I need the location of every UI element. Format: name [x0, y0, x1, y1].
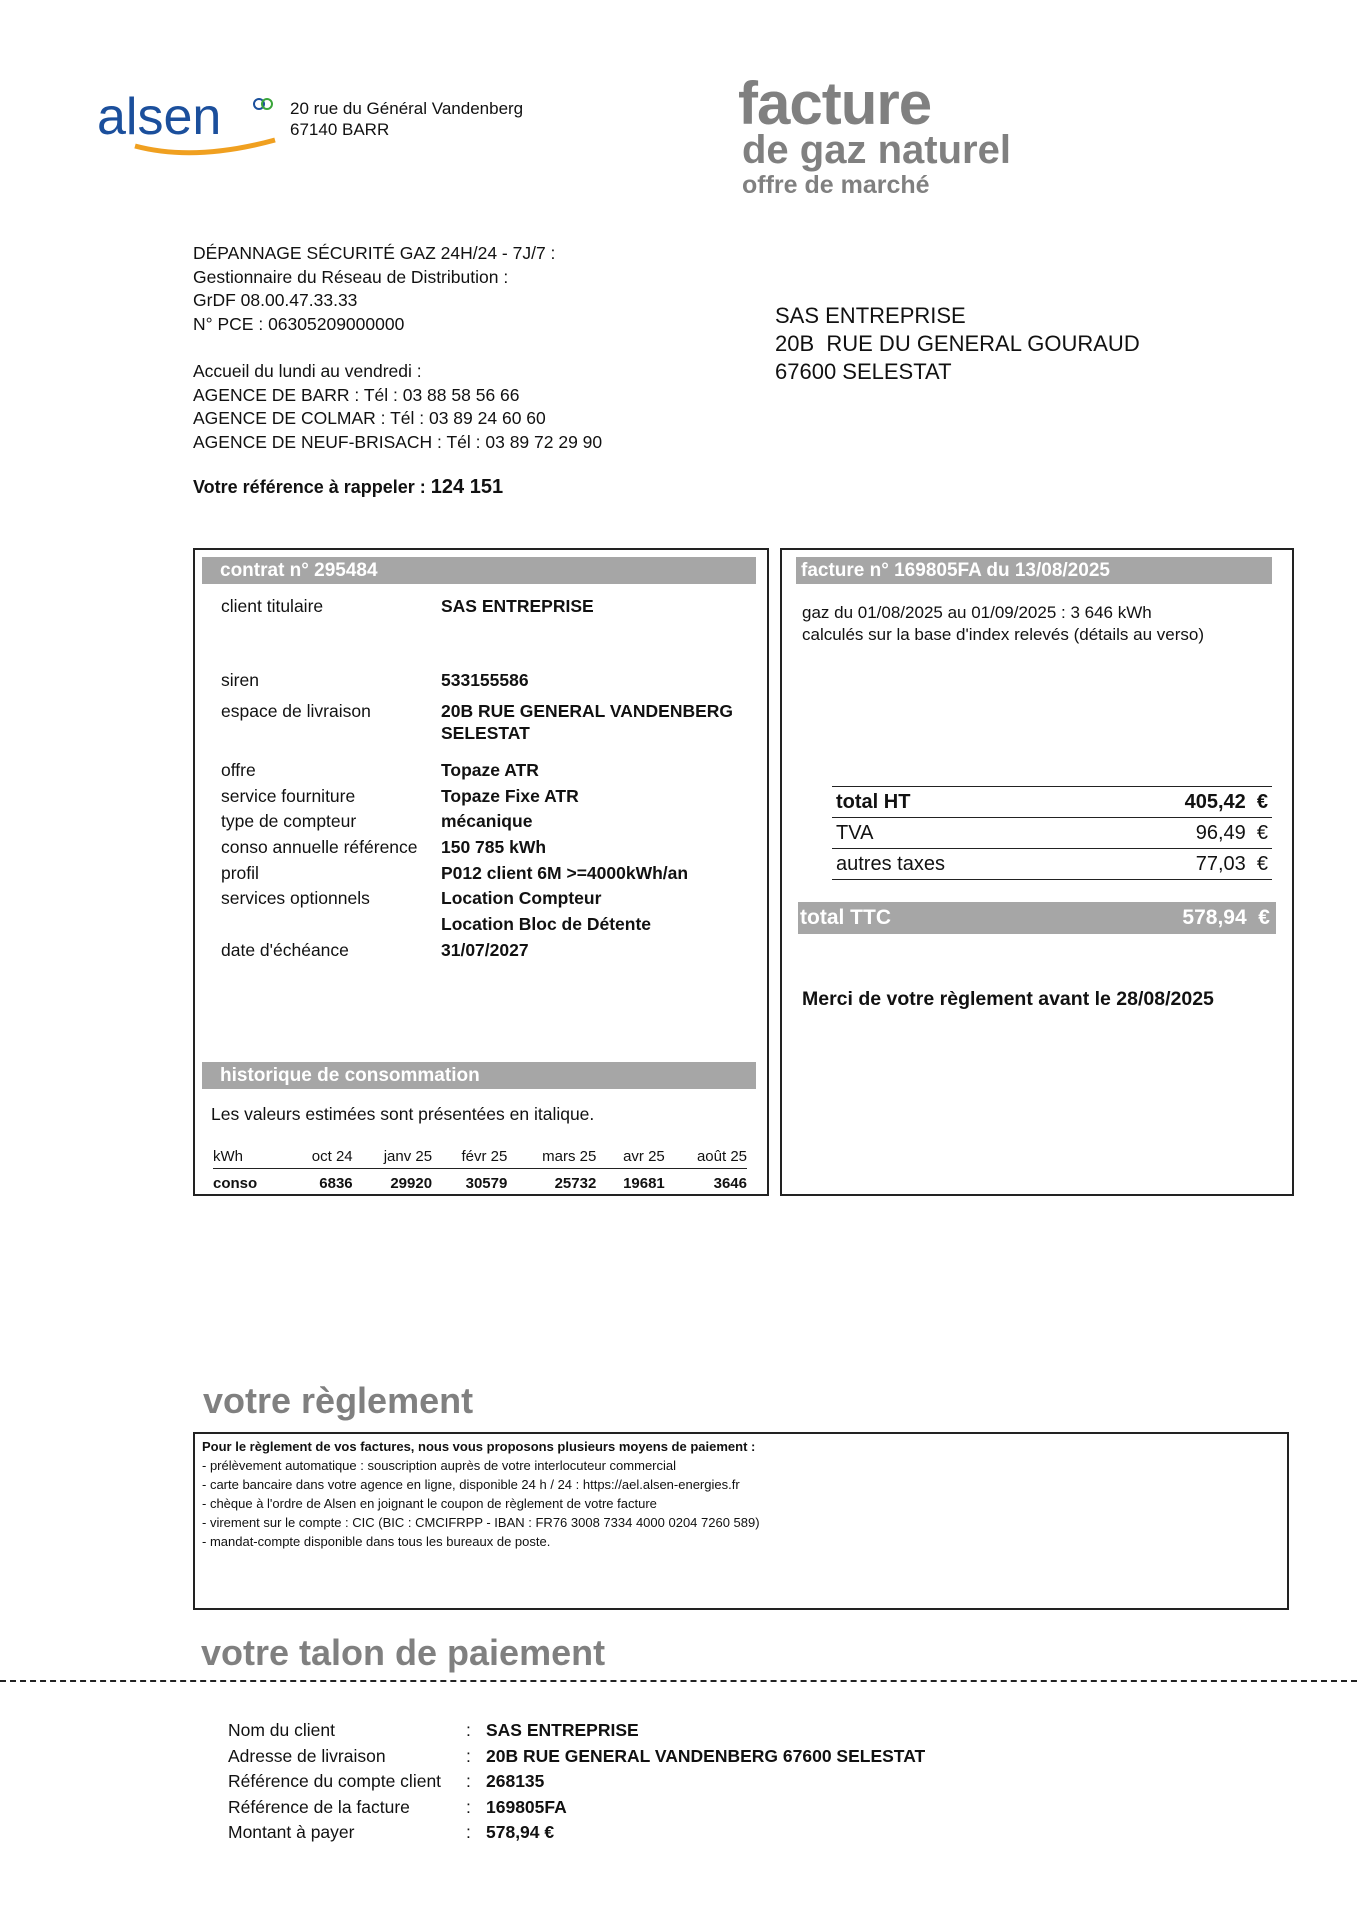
basis-line: calculés sur la base d'index relevés (détails au verso)	[802, 625, 1204, 644]
siren-label: siren	[221, 670, 259, 690]
history-month: mars 25	[507, 1146, 596, 1169]
total-ttc-value: 578,94 €	[1182, 906, 1270, 929]
offer-label: offre	[221, 760, 256, 780]
info-line: N° PCE : 06305209000000	[193, 313, 405, 334]
reference-value: 124 151	[430, 476, 504, 498]
history-value-row	[213, 1169, 747, 1195]
other-taxes-row	[832, 849, 1272, 880]
slip-sep: :	[466, 1822, 471, 1842]
history-month: févr 25	[432, 1146, 507, 1169]
option-2: Location Bloc de Détente	[441, 914, 652, 934]
payment-title: votre règlement	[203, 1380, 474, 1421]
total-ht-label: total HT	[832, 787, 1079, 818]
history-month: août 25	[665, 1146, 747, 1169]
delivery-value-2: SELESTAT	[441, 723, 530, 743]
logo-wordmark: alsen	[97, 88, 222, 146]
contract-title: contrat n° 295484	[202, 557, 756, 584]
history-row-label: conso	[213, 1175, 258, 1192]
contact-info	[193, 242, 602, 454]
tva-label: TVA	[832, 818, 1079, 849]
history-note: Les valeurs estimées sont présentées en italique.	[211, 1104, 595, 1124]
info-line: Accueil du lundi au vendredi :	[193, 361, 422, 381]
slip-account-value: 268135	[486, 1771, 545, 1791]
conso-label: conso annuelle référence	[221, 837, 418, 857]
slip-addr-label: Adresse de livraison	[228, 1745, 386, 1766]
conso-value: 150 785 kWh	[441, 837, 547, 857]
tva-row	[832, 818, 1272, 849]
gas-period	[802, 602, 1204, 646]
doc-title: facture	[738, 70, 932, 137]
history-value: 30579	[465, 1175, 508, 1192]
service-label: service fourniture	[221, 786, 356, 806]
history-value: 19681	[623, 1175, 665, 1192]
total-ttc-label: total TTC	[800, 906, 891, 929]
history-table	[213, 1146, 747, 1194]
total-ttc-bar	[798, 902, 1276, 934]
total-ht-row	[832, 787, 1272, 818]
alsen-logo	[95, 88, 295, 160]
delivery-value-1: 20B RUE GENERAL VANDENBERG	[441, 701, 734, 721]
addressee-street: 20B RUE DU GENERAL GOURAUD	[775, 331, 1140, 356]
company-address-line1: 20 rue du Général Vandenberg	[290, 99, 524, 118]
payment-methods-box	[193, 1432, 1289, 1610]
payment-method: - carte bancaire dans votre agence en ligne, disponible 24 h / 24 : https://ael.alsen-energies.fr	[202, 1477, 740, 1492]
history-title: historique de consommation	[202, 1062, 756, 1089]
info-line: Gestionnaire du Réseau de Distribution :	[193, 266, 509, 287]
totals-table	[832, 786, 1272, 880]
profile-value: P012 client 6M >=4000kWh/an	[441, 863, 689, 883]
slip-name-value: SAS ENTREPRISE	[486, 1720, 639, 1740]
slip-invoice-value: 169805FA	[486, 1796, 567, 1817]
option-1: Location Compteur	[441, 888, 602, 908]
info-line: GrDF 08.00.47.33.33	[193, 290, 358, 310]
payment-method: - chèque à l'ordre de Alsen en joignant le coupon de règlement de votre facture	[202, 1496, 657, 1511]
payment-method: - virement sur le compte : CIC (BIC : CMCIFRPP - IBAN : FR76 3008 7334 4000 0204 7260 589)	[202, 1515, 760, 1530]
history-value: 29920	[390, 1175, 433, 1192]
company-address-line2: 67140 BARR	[290, 120, 390, 139]
addressee	[775, 302, 1140, 386]
profile-label: profil	[221, 863, 259, 883]
slip-amount-value: 578,94 €	[486, 1822, 555, 1842]
meter-label: type de compteur	[221, 811, 357, 831]
slip-title: votre talon de paiement	[201, 1632, 606, 1673]
info-line: AGENCE DE NEUF-BRISACH : Tél : 03 89 72 29 90	[193, 431, 603, 452]
info-line: AGENCE DE BARR : Tél : 03 88 58 56 66	[193, 384, 520, 405]
service-value: Topaze Fixe ATR	[441, 786, 579, 806]
slip-addr-value: 20B RUE GENERAL VANDENBERG 67600 SELESTAT	[486, 1745, 926, 1766]
payment-intro: Pour le règlement de vos factures, nous vous proposons plusieurs moyens de paiement :	[202, 1439, 756, 1454]
due-value: 31/07/2027	[441, 940, 529, 960]
payment-method: - prélèvement automatique : souscription auprès de votre interlocuteur commercial	[202, 1458, 677, 1473]
delivery-label: espace de livraison	[221, 701, 371, 721]
reference-label: Votre référence à rappeler :	[193, 477, 426, 497]
slip-invoice-label: Référence de la facture	[228, 1796, 410, 1817]
history-value: 6836	[319, 1175, 353, 1192]
addressee-name: SAS ENTREPRISE	[775, 303, 966, 328]
invoice-title: facture n° 169805FA du 13/08/2025	[796, 557, 1272, 584]
history-month: janv 25	[353, 1146, 432, 1169]
history-value: 3646	[713, 1175, 747, 1192]
info-line: AGENCE DE COLMAR : Tél : 03 89 24 60 60	[193, 408, 546, 428]
contract-box	[193, 548, 769, 1196]
cut-line	[0, 1680, 1357, 1682]
slip-sep: :	[466, 1745, 471, 1766]
slip-account-label: Référence du compte client	[228, 1771, 442, 1791]
customer-reference	[193, 476, 503, 499]
slip-amount-label: Montant à payer	[228, 1822, 355, 1842]
payment-deadline: Merci de votre règlement avant le 28/08/2025	[802, 988, 1214, 1010]
info-line: DÉPANNAGE SÉCURITÉ GAZ 24H/24 - 7J/7 :	[193, 243, 556, 263]
history-header-row	[213, 1146, 747, 1169]
history-unit: kWh	[213, 1146, 286, 1169]
gas-line: gaz du 01/08/2025 au 01/09/2025 : 3 646 kWh	[802, 603, 1152, 622]
siren-value: 533155586	[441, 670, 529, 690]
payment-method: - mandat-compte disponible dans tous les bureaux de poste.	[202, 1534, 551, 1549]
addressee-city: 67600 SELESTAT	[775, 359, 952, 384]
slip-sep: :	[466, 1771, 471, 1791]
slip-sep: :	[466, 1720, 471, 1740]
client-label: client titulaire	[221, 596, 324, 616]
history-value: 25732	[554, 1175, 597, 1192]
total-ht-value: 405,42 €	[1079, 787, 1272, 818]
company-address	[290, 98, 523, 140]
tva-value: 96,49 €	[1079, 818, 1272, 849]
slip-sep: :	[466, 1796, 471, 1817]
meter-value: mécanique	[441, 811, 533, 831]
history-month: oct 24	[286, 1146, 353, 1169]
doc-subtitle2: offre de marché	[742, 171, 930, 199]
other-taxes-label: autres taxes	[832, 849, 1079, 880]
invoice-box	[780, 548, 1294, 1196]
other-taxes-value: 77,03 €	[1079, 849, 1272, 880]
options-label: services optionnels	[221, 888, 370, 908]
client-value: SAS ENTREPRISE	[441, 596, 594, 616]
offer-value: Topaze ATR	[441, 760, 539, 780]
doc-subtitle: de gaz naturel	[742, 128, 1011, 172]
history-month: avr 25	[596, 1146, 664, 1169]
slip-name-label: Nom du client	[228, 1720, 335, 1740]
due-label: date d'échéance	[221, 940, 349, 960]
